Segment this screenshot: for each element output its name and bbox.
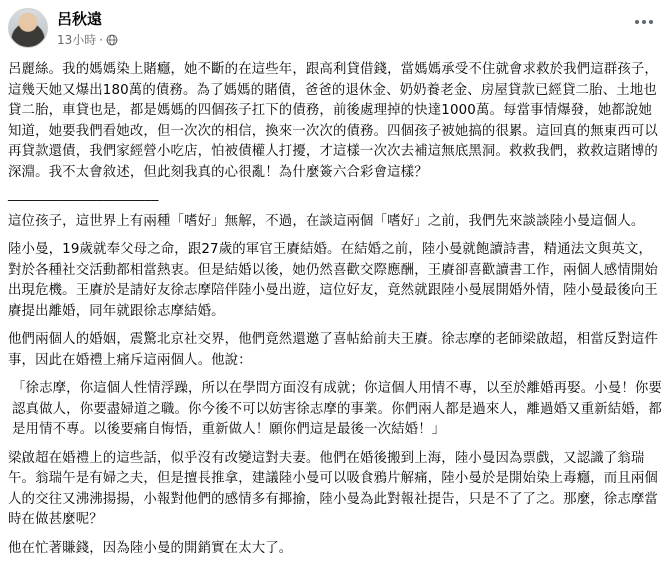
quote-paragraph: 「徐志摩，你這個人性情浮躁，所以在學問方面沒有成就；你這個人用情不專，以至於離婚再娶。小曼！你要認真做人，你要盡婦道之職。你今後不可以妨害徐志摩的事業。你們兩人都是過來人，離過婚又重新結婚，都是用情不專。以後要痛自悔悟，重新做人！願你們這是最後一次結婚！」: [12, 381, 662, 437]
post-paragraph: 梁啟超在婚禮上的這些話，似乎沒有改變這對夫妻。他們在婚後搬到上海，陸小曼因為票戲，又認識了翁瑞午。翁瑞午是有婦之夫，但是擅長推拿，建議陸小曼可以吸食鴉片解痛，陸小曼於是開始染上毒癮，而且兩個人的交往又沸沸揚揚，小報對他們的感情多有揶揄，陸小曼為此對報社提告，只是不了了之。那麼，徐志摩當時在做甚麼呢？: [8, 450, 658, 527]
post-paragraph: 這位孩子，這世界上有兩種「嗜好」無解，不過，在談這兩個「嗜好」之前，我們先來談談陸小曼這個人。: [8, 213, 645, 229]
meta-separator: ·: [99, 32, 104, 47]
post-header: [0, 0, 672, 52]
globe-icon[interactable]: [106, 34, 118, 46]
more-options-icon[interactable]: [630, 12, 658, 32]
avatar[interactable]: [8, 8, 48, 48]
post-paragraph: 他在忙著賺錢，因為陸小曼的開銷實在太大了。: [8, 540, 293, 556]
post-paragraph: 他們兩個人的婚姻，震驚北京社交界，他們竟然還邀了喜帖給前夫王賡。徐志摩的老師梁啟超，相當反對這件事，因此在婚禮上痛斥這兩個人。他說：: [8, 332, 658, 368]
post-paragraph: 呂麗絲。我的媽媽染上賭癮，她不斷的在這些年，跟高利貸借錢，當媽媽承受不住就會求救於我們這群孩子，這幾天她又爆出180萬的債務。為了媽媽的賭債，爸爸的退休金、奶奶養老金、房屋貸款已經貸二胎、土地也貸二胎，車貸也是，都是媽媽的四個孩子扛下的債務，前後處理掉的快達1000萬。每當事情爆發，她都說她知道，她要我們看她改，但一次次的相信，換來一次次的債務。四個孩子被她搞的很累。這回真的無東西可以再貸款還債，我們家經營小吃店，怕被債權人打擾，才這樣一次次去補這無底黑洞。救救我們，救救這賭博的深淵。我不太會敘述，但此刻我真的心很亂！為什麼簽六合彩會這樣？: [8, 62, 658, 180]
author-name[interactable]: 呂秋遠: [57, 10, 103, 28]
post-body: [8, 60, 664, 559]
post-meta: [57, 31, 118, 48]
post-paragraph: 陸小曼，19歲就奉父母之命，跟27歲的軍官王賡結婚。在結婚之前，陸小曼就飽讀詩書，精通法文與英文，對於各種社交活動都相當熱衷。但是結婚以後，她仍然喜歡交際應酬，王賡卻喜歡讀書工作，兩個人感情開始出現危機。王賡於是請好友徐志摩陪伴陸小曼出遊，這位好友，竟然就跟陸小曼展開婚外情，陸小曼最後向王賡提出離婚，同年就跟徐志摩結婚。: [8, 242, 658, 319]
divider-line: ______________________: [8, 187, 159, 202]
post-time[interactable]: 13小時: [57, 33, 97, 47]
